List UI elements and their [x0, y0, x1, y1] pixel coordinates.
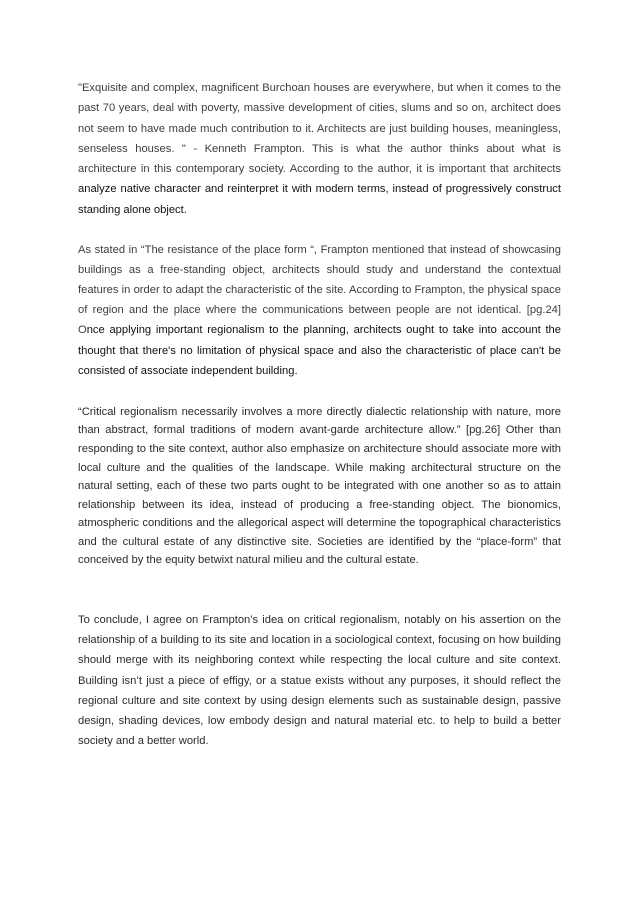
paragraph-2-emphasis: nce applying important regionalism to the planning, architects ought to take into account the thought that there's no limitation of physical space and also the characteristic of place can't be consisted of associate independent building.: [78, 324, 561, 377]
paragraph-1-text: "Exquisite and complex, magnificent Burchoan houses are everywhere, but when it comes to the past 70 years, deal with poverty, massive development of cities, slums and so on, architect does not seem to have made much contribution to it. Architects are just building houses, meaningless, senseless houses. " - Kenneth Frampton. This is what the author thinks about what is architecture in this contemporary society. According to the author, it is important that architects: [78, 82, 561, 176]
paragraph-place-form: [78, 240, 561, 381]
paragraph-frampton-quote: [78, 78, 561, 220]
paragraph-2-text: As stated in “The resistance of the place form “, Frampton mentioned that instead of showcasing buildings as a free-standing object, architects should study and understand the contextual features in order to adapt the characteristic of the site. According to Frampton, the physical space of region and the place where the communications between people are not identical. [pg.24] O: [78, 244, 561, 337]
paragraph-conclusion: To conclude, I agree on Frampton’s idea on critical regionalism, notably on his assertion on the relationship of a building to its site and location in a sociological context, focusing on how building should merge with its neighboring context while respecting the local culture and site context. Building isn’t just a piece of effigy, or a statue exists without any purposes, it should reflect the regional culture and site context by using design elements such as sustainable design, passive design, shading devices, low embody design and natural material etc. to help to build a better society and a better world.: [78, 614, 561, 748]
paragraph-1-emphasis: analyze native character and reinterpret it with modern terms, instead of progressively construct standing alone object.: [78, 183, 561, 216]
paragraph-critical-regionalism: “Critical regionalism necessarily involves a more directly dialectic relationship with nature, more than abstract, formal traditions of modern avant-garde architecture allow.” [pg.26] Other than responding to the site context, author also emphasize on architecture should associate more with local culture and the qualities of the landscape. While making architectural structure on the natural setting, each of these two parts ought to be integrated with one another so as to attain relationship between its idea, instead of producing a free-standing object. The bionomics, atmospheric conditions and the allegorical aspect will determine the topographical characteristics and the cultural estate of any distinctive site. Societies are identified by the “place-form” that conceived by the equity betwixt natural milieu and the cultural estate.: [78, 405, 561, 567]
document-page: [78, 78, 561, 752]
